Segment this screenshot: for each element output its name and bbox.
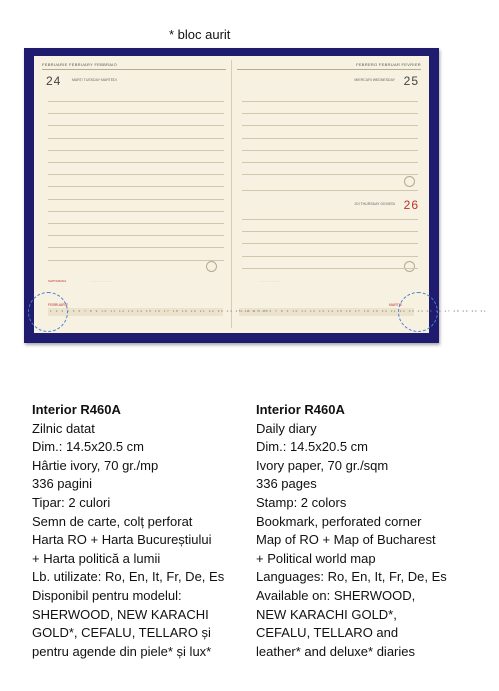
ruled-line-right [242, 162, 418, 163]
ruled-line-right [242, 138, 418, 139]
ruled-line-left [48, 247, 224, 248]
spec-line-ro: Harta RO + Harta Bucureștiului [32, 532, 212, 548]
spec-title-ro: Interior R460A [32, 402, 121, 417]
day-number-24: 24 [46, 74, 62, 88]
spec-line-en: Ivory paper, 70 gr./sqm [256, 457, 389, 473]
ruled-line-right [242, 231, 418, 232]
spec-line-en: Map of RO + Map of Bucharest [256, 532, 436, 548]
spec-line-en: Dim.: 14.5x20.5 cm [256, 439, 368, 455]
ruled-line-left [48, 150, 224, 151]
ruled-line-right [242, 101, 418, 102]
perforated-corner-right [398, 292, 438, 332]
header-left: FEBRUARIE FEBRUARY FEBBRAIO [42, 62, 118, 67]
day-number-26: 26 [403, 198, 419, 212]
diary-cover-frame [24, 48, 488, 343]
spec-line-en: leather* and deluxe* diaries [256, 643, 415, 659]
spec-line-ro: pentru agende din piele* și lux* [32, 643, 212, 659]
spec-title-en: Interior R460A [256, 402, 345, 417]
ruled-line-left [48, 113, 224, 114]
ruled-line-left [48, 260, 224, 261]
spec-line-ro: SHERWOOD, NEW KARACHI [32, 606, 209, 622]
ruled-line-right [242, 243, 418, 244]
ruled-line-left [48, 223, 224, 224]
day-separator-line [242, 190, 418, 191]
day-name-25: MIERCURI WEDNESDAY [354, 78, 395, 82]
spec-line-en: NEW KARACHI GOLD*, [256, 606, 397, 622]
ruled-line-right [242, 268, 418, 269]
spec-line-ro: Disponibil pentru modelul: [32, 587, 182, 603]
header-rule-right [237, 69, 421, 70]
ruled-line-left [48, 101, 224, 102]
ruled-line-left [48, 235, 224, 236]
time-circle-right-top [404, 176, 415, 187]
product-spec-english [256, 401, 447, 661]
ruled-line-right [242, 219, 418, 220]
day-name-26: JOI THURSDAY GIOVEDI [354, 202, 395, 206]
spec-line-en: CEFALU, TELLARO and [256, 625, 399, 641]
spec-line-en: Bookmark, perforated corner [256, 513, 422, 529]
ruled-line-right [242, 256, 418, 257]
spec-line-ro: GOLD*, CEFALU, TELLARO și [32, 625, 211, 641]
time-circle-right-bottom [404, 261, 415, 272]
calendar-days-left: 1 2 3 4 5 6 7 8 9 10 11 12 13 14 15 16 17 18 19 20 21 22 23 24 25 26 27 28 [50, 309, 270, 313]
footer-text-right: ·········· ·········· [259, 279, 280, 283]
ruled-line-right [242, 174, 418, 175]
ruled-line-right [242, 113, 418, 114]
ruled-line-left [48, 125, 224, 126]
spec-line-ro: 336 pagini [32, 476, 92, 492]
ruled-line-right [242, 150, 418, 151]
calendar-month-right: MARTIE [389, 303, 403, 307]
product-spec-romanian [32, 401, 224, 661]
spec-line-en: + Political world map [256, 550, 376, 566]
page-spine [231, 60, 232, 328]
spec-line-ro: Tipar: 2 culori [32, 494, 111, 510]
spec-line-en: 336 pages [256, 476, 317, 492]
ruled-line-left [48, 174, 224, 175]
spec-line-en: Languages: Ro, En, It, Fr, De, Es [256, 569, 447, 585]
header-rule-left [42, 69, 226, 70]
perforated-corner-left [28, 292, 68, 332]
ruled-line-left [48, 162, 224, 163]
gold-edge-note: * bloc aurit [169, 27, 231, 42]
spec-line-en: Daily diary [256, 420, 317, 436]
spec-line-ro: Zilnic datat [32, 420, 95, 436]
spec-line-ro: Hârtie ivory, 70 gr./mp [32, 457, 159, 473]
spec-line-ro: Dim.: 14.5x20.5 cm [32, 439, 144, 455]
day-name-24: MARȚI TUESDAY MARTEDI [72, 78, 117, 82]
spec-line-ro: Semn de carte, colț perforat [32, 513, 193, 529]
spec-line-ro: + Harta politică a lumii [32, 550, 161, 566]
calendar-days-right: 1 2 3 4 5 6 7 8 9 10 11 12 13 14 15 16 17 18 19 20 21 22 23 24 25 26 27 28 29 30 31 [241, 309, 488, 313]
ruled-line-left [48, 138, 224, 139]
diary-page-spread [34, 56, 488, 333]
time-circle-left [206, 261, 217, 272]
footer-label-left: SAPTAMANA [48, 279, 67, 283]
spec-line-en: Available on: SHERWOOD, [256, 587, 416, 603]
footer-text-left: ·········· ·········· [90, 279, 111, 283]
ruled-line-left [48, 186, 224, 187]
spec-line-ro: Lb. utilizate: Ro, En, It, Fr, De, Es [32, 569, 225, 585]
calendar-month-left: FEBRUARIE [48, 303, 69, 307]
ruled-line-left [48, 199, 224, 200]
ruled-line-right [242, 125, 418, 126]
spec-line-en: Stamp: 2 colors [256, 494, 347, 510]
ruled-line-left [48, 211, 224, 212]
header-right: FEBRERO FEBRUAR FEVRIER [356, 62, 421, 67]
day-number-25: 25 [403, 74, 419, 88]
